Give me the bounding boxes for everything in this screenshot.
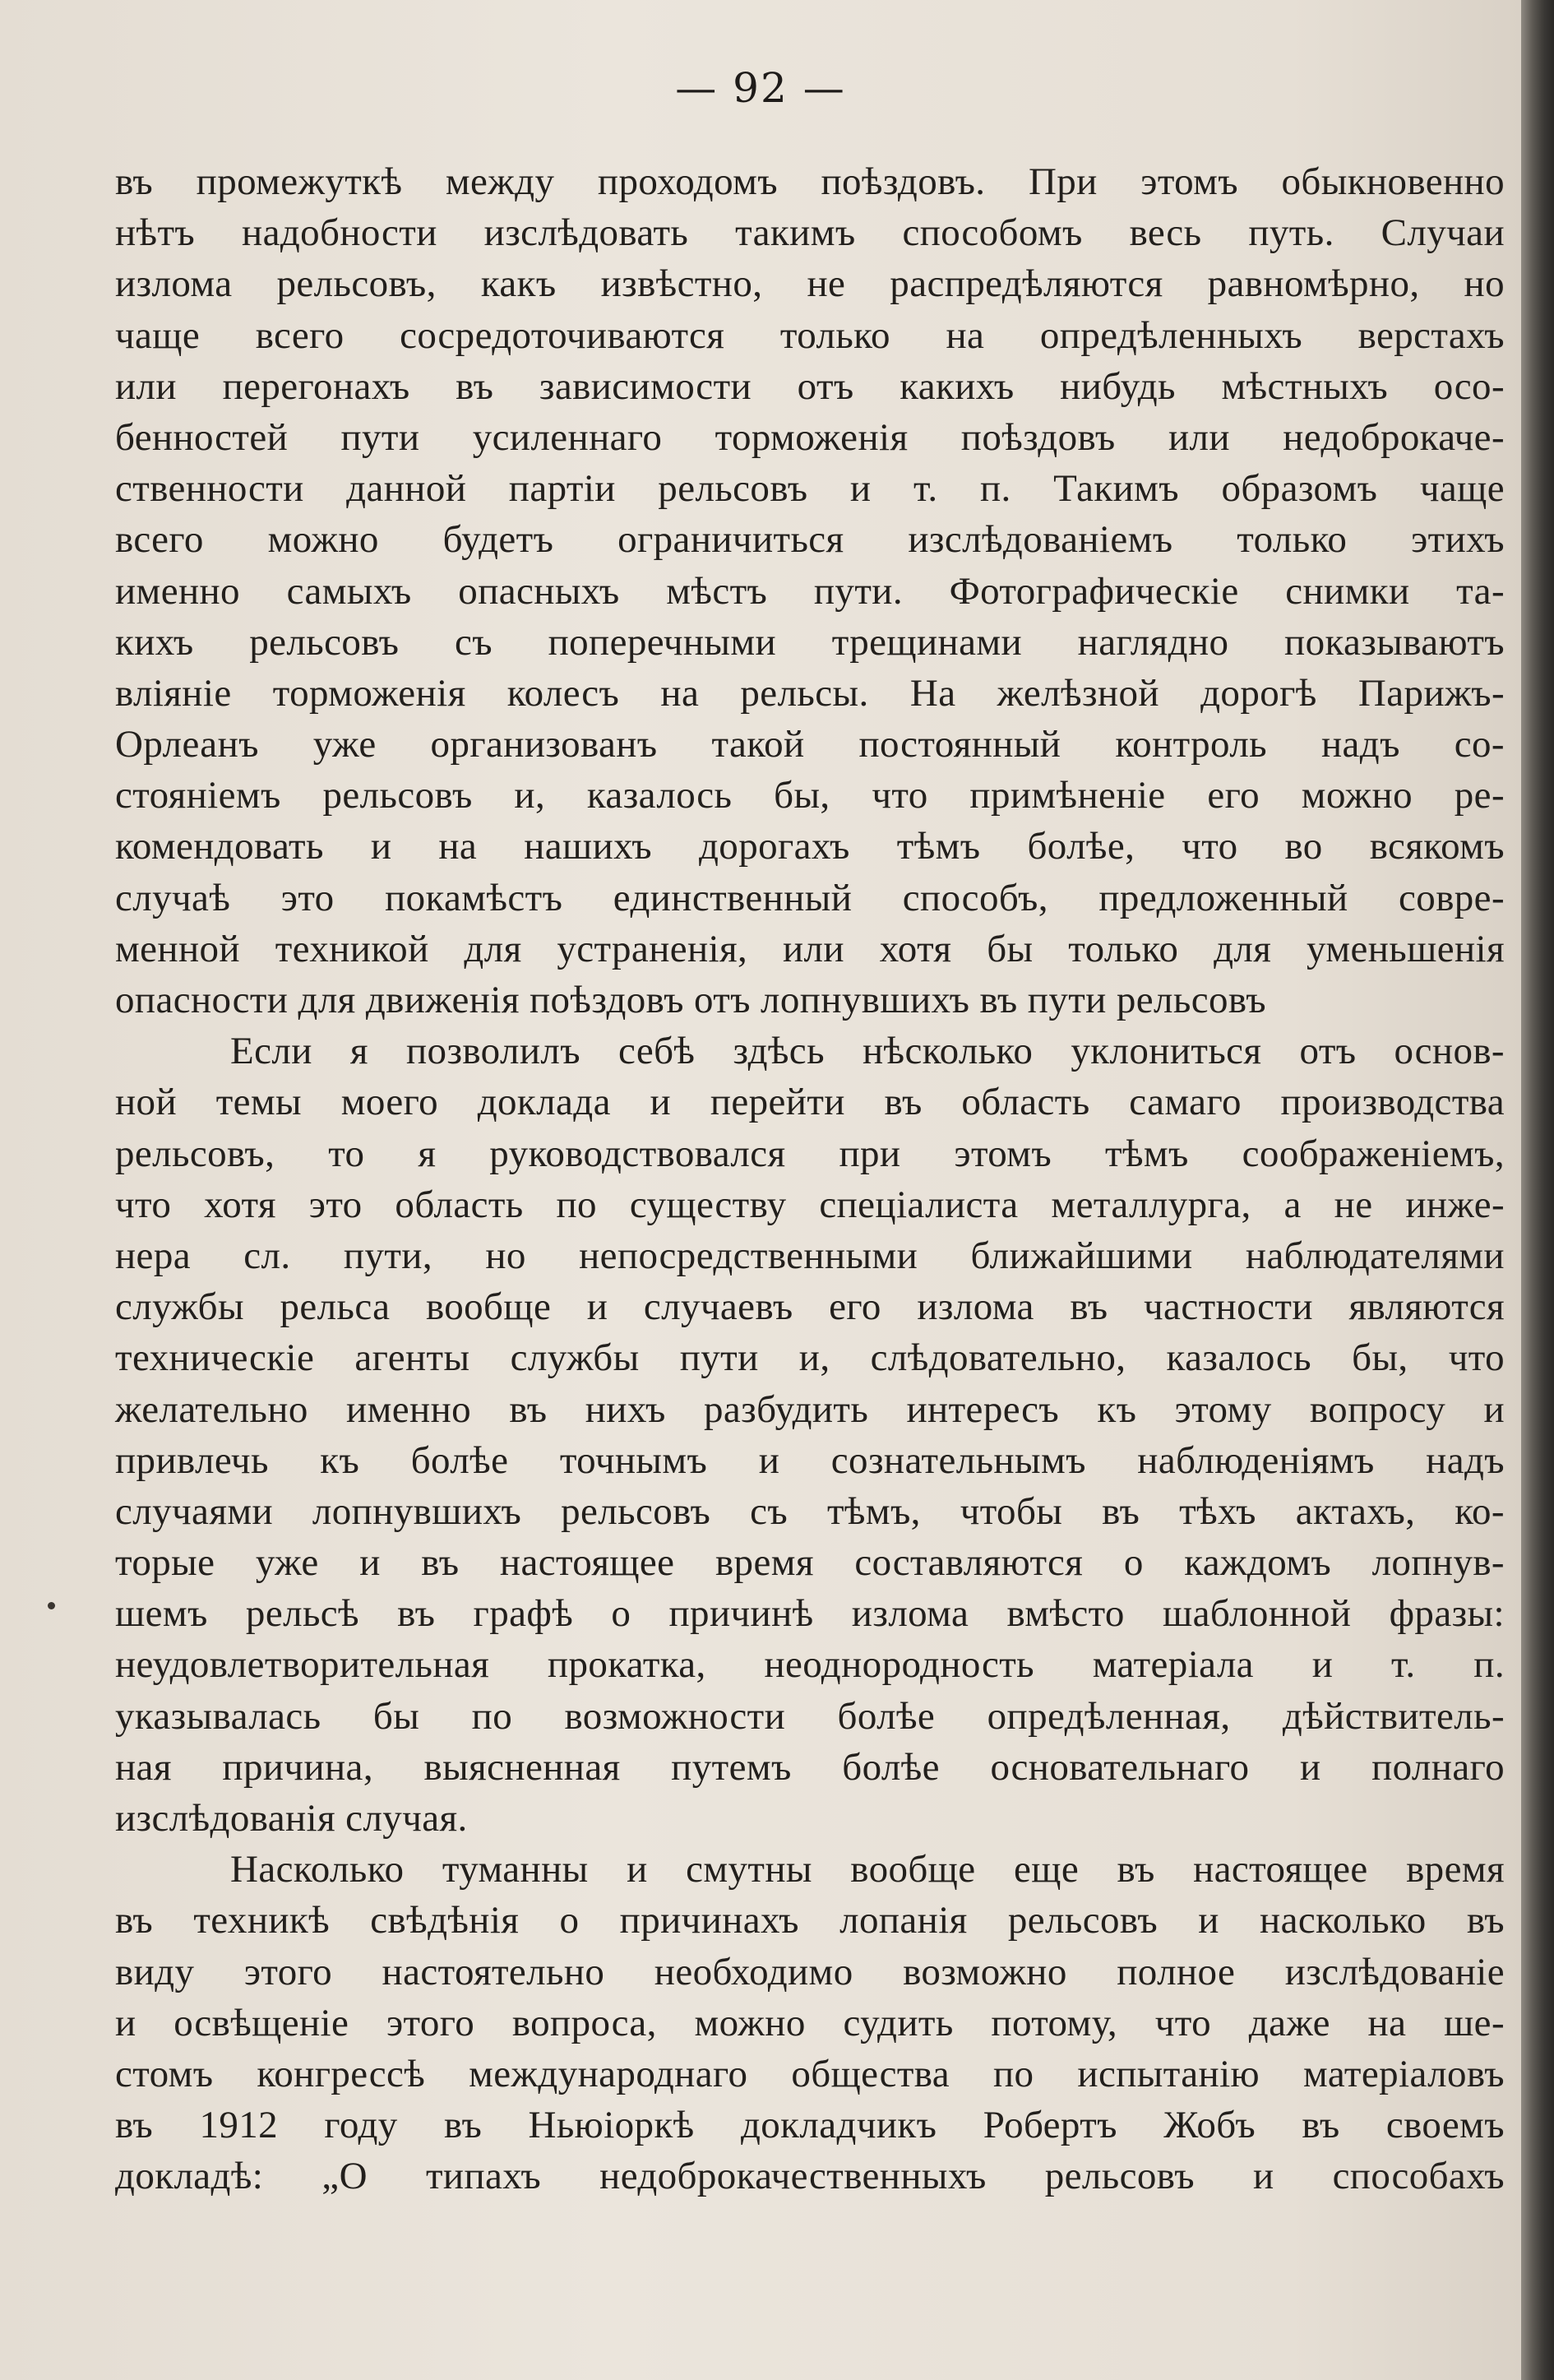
page-text bbox=[115, 156, 1505, 2202]
text-line: ная причина, выясненная путемъ болѣе основательнаго и полнаго bbox=[115, 1745, 1505, 1789]
text-line: желательно именно въ нихъ разбудить интересъ къ этому вопросу и bbox=[115, 1387, 1505, 1431]
text-line: указывалась бы по возможности болѣе опредѣленная, дѣйствитель- bbox=[115, 1694, 1505, 1738]
margin-dot bbox=[48, 1602, 55, 1609]
text-line: торые уже и въ настоящее время составляются о каждомъ лопнув- bbox=[115, 1541, 1505, 1585]
text-line: техническіе агенты службы пути и, слѣдовательно, казалось бы, что bbox=[115, 1336, 1505, 1380]
text-line: виду этого настоятельно необходимо возможно полное изслѣдованіе bbox=[115, 1950, 1505, 1993]
text-line: опасности для движенія поѣздовъ отъ лопнувшихъ въ пути рельсовъ bbox=[115, 979, 1266, 1021]
text-line: бенностей пути усиленнаго торможенія поѣздовъ или недоброкаче- bbox=[115, 415, 1505, 459]
text-line: менной техникой для устраненія, или хотя бы только для уменьшенія bbox=[115, 927, 1505, 970]
text-line: въ промежуткѣ между проходомъ поѣздовъ. При этомъ обыкновенно bbox=[115, 160, 1505, 203]
text-line: и освѣщеніе этого вопроса, можно судить потому, что даже на ше- bbox=[115, 2001, 1505, 2044]
text-line: нера сл. пути, но непосредственными ближайшими наблюдателями bbox=[115, 1234, 1505, 1277]
text-line: именно самыхъ опасныхъ мѣстъ пути. Фотографическіе снимки та- bbox=[115, 569, 1505, 613]
text-line: что хотя это область по существу спеціалиста металлурга, а не инже- bbox=[115, 1183, 1505, 1226]
text-line: рельсовъ, то я руководствовался при этомъ тѣмъ соображеніемъ, bbox=[115, 1132, 1505, 1175]
text-line: ственности данной партіи рельсовъ и т. п. Такимъ образомъ чаще bbox=[115, 467, 1505, 511]
text-line: случаѣ это покамѣстъ единственный способъ, предложенный совре- bbox=[115, 876, 1505, 919]
text-line: кихъ рельсовъ съ поперечными трещинами наглядно показываютъ bbox=[115, 620, 1505, 664]
text-line: ной темы моего доклада и перейти въ область самаго производства bbox=[115, 1081, 1505, 1124]
page-number: — 92 — bbox=[675, 64, 846, 112]
text-line: службы рельса вообще и случаевъ его излома въ частности являются bbox=[115, 1285, 1505, 1329]
text-line: Насколько туманны и смутны вообще еще въ настоящее время bbox=[230, 1848, 1505, 1891]
text-line: неудовлетворительная прокатка, неоднородность матеріала и т. п. bbox=[115, 1643, 1505, 1687]
text-line: случаями лопнувшихъ рельсовъ съ тѣмъ, чтобы въ тѣхъ актахъ, ко- bbox=[115, 1489, 1505, 1533]
text-line: Орлеанъ уже организованъ такой постоянный контроль надъ со- bbox=[115, 723, 1505, 766]
text-line: въ техникѣ свѣдѣнія о причинахъ лопанія рельсовъ и насколько въ bbox=[115, 1899, 1505, 1942]
text-line: шемъ рельсѣ въ графѣ о причинѣ излома вмѣсто шаблонной фразы: bbox=[115, 1592, 1505, 1636]
text-line: привлечь къ болѣе точнымъ и сознательнымъ наблюденіямъ надъ bbox=[115, 1438, 1505, 1482]
text-line: излома рельсовъ, какъ извѣстно, не распредѣляются равномѣрно, но bbox=[115, 262, 1505, 306]
book-spine-edge bbox=[1521, 0, 1554, 2380]
text-line: стомъ конгрессѣ международнаго общества по испытанію матеріаловъ bbox=[115, 2052, 1505, 2095]
text-line: чаще всего сосредоточиваются только на опредѣленныхъ верстахъ bbox=[115, 313, 1505, 357]
text-line: Если я позволилъ себѣ здѣсь нѣсколько уклониться отъ основ- bbox=[230, 1030, 1505, 1073]
text-line: докладѣ: „О типахъ недоброкачественныхъ рельсовъ и способахъ bbox=[115, 2155, 1505, 2198]
text-line: стояніемъ рельсовъ и, казалось бы, что примѣненіе его можно ре- bbox=[115, 774, 1505, 817]
text-line: изслѣдованія случая. bbox=[115, 1797, 468, 1840]
text-line: вліяніе торможенія колесъ на рельсы. На желѣзной дорогѣ Парижъ- bbox=[115, 671, 1505, 715]
text-line: въ 1912 году въ Ньюіоркѣ докладчикъ Робертъ Жобъ въ своемъ bbox=[115, 2104, 1505, 2147]
text-line: или перегонахъ въ зависимости отъ какихъ нибудь мѣстныхъ осо- bbox=[115, 364, 1505, 408]
text-line: комендовать и на нашихъ дорогахъ тѣмъ болѣе, что во всякомъ bbox=[115, 825, 1505, 868]
text-line: всего можно будетъ ограничиться изслѣдованіемъ только этихъ bbox=[115, 518, 1505, 562]
text-line: нѣтъ надобности изслѣдовать такимъ способомъ весь путь. Случаи bbox=[115, 211, 1505, 255]
